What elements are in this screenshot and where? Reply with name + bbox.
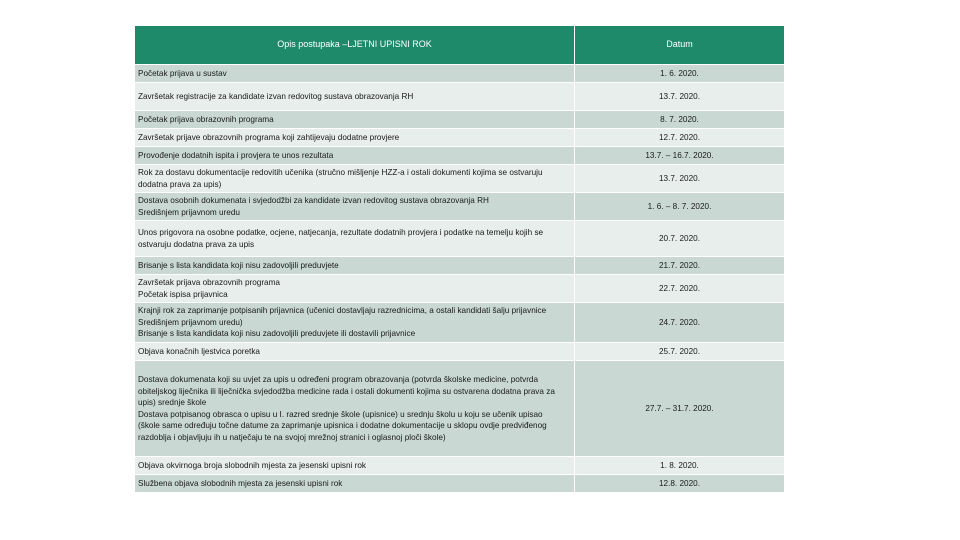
table-row (135, 221, 785, 257)
table-row (135, 343, 785, 361)
table-row (135, 65, 785, 83)
row-date: 24.7. 2020. (575, 303, 785, 343)
row-description: Završetak registracije za kandidate izvan redovitog sustava obrazovanja RH (135, 83, 575, 111)
row-date: 25.7. 2020. (575, 343, 785, 361)
row-description: Provođenje dodatnih ispita i provjera te unos rezultata (135, 147, 575, 165)
row-date: 13.7. 2020. (575, 165, 785, 193)
row-description: Unos prigovora na osobne podatke, ocjene, natjecanja, rezultate dodatnih provjera i podatke na temelju kojih se ostvaruju dodatna prava za upis (135, 221, 575, 257)
header-description: Opis postupaka –LJETNI UPISNI ROK (135, 26, 575, 65)
row-description: Početak prijava obrazovnih programa (135, 111, 575, 129)
row-date: 1. 6. – 8. 7. 2020. (575, 193, 785, 221)
row-date: 27.7. – 31.7. 2020. (575, 361, 785, 457)
table-row (135, 361, 785, 457)
row-description: Dostava osobnih dokumenata i svjedodžbi za kandidate izvan redovitog sustava obrazovanja RH Središnjem prijavnom uredu (135, 193, 575, 221)
row-date: 12.7. 2020. (575, 129, 785, 147)
row-description: Početak prijava u sustav (135, 65, 575, 83)
row-description: Krajnji rok za zaprimanje potpisanih prijavnica (učenici dostavljaju razrednicima, a ostali kandidati šalju prijavnice Središnjem prijavnom uredu) Brisanje s lista kandidata koji nisu zadovoljili preduvjete ili dostavili prijavnice (135, 303, 575, 343)
row-description: Završetak prijave obrazovnih programa koji zahtijevaju dodatne provjere (135, 129, 575, 147)
row-description: Dostava dokumenata koji su uvjet za upis u određeni program obrazovanja (potvrda školske medicine, potvrda obiteljskog liječnika ili liječnička svjedodžba medicine rada i ostali dokumenti kojima su ostvarena dodatna prava za upis) srednje škole Dostava potpisanog obrasca o upisu u I. razred srednje škole (upisnice) u srednju školu u koju se učenik upisao (škole same određuju točne datume za zaprimanje upisnica i dodatne dokumentacije u sklopu ovdje predviđenog razdoblja i objavljuju ih u natječaju te na svojoj mrežnoj stranici i oglasnoj ploči škole) (135, 361, 575, 457)
row-date: 20.7. 2020. (575, 221, 785, 257)
row-date: 1. 6. 2020. (575, 65, 785, 83)
row-description: Rok za dostavu dokumentacije redovitih učenika (stručno mišljenje HZZ-a i ostali dokumenti kojima se ostvaruju dodatna prava za upis) (135, 165, 575, 193)
table-row (135, 193, 785, 221)
table-row (135, 129, 785, 147)
table-row (135, 257, 785, 275)
row-description: Završetak prijava obrazovnih programa Početak ispisa prijavnica (135, 275, 575, 303)
table-row (135, 275, 785, 303)
row-description: Objava okvirnoga broja slobodnih mjesta za jesenski upisni rok (135, 457, 575, 475)
table-header-row (135, 26, 785, 65)
table-body (135, 65, 785, 493)
row-date: 13.7. 2020. (575, 83, 785, 111)
table-row (135, 475, 785, 493)
table-row (135, 457, 785, 475)
table-row (135, 147, 785, 165)
row-date: 1. 8. 2020. (575, 457, 785, 475)
row-description: Objava konačnih ljestvica poretka (135, 343, 575, 361)
row-date: 13.7. – 16.7. 2020. (575, 147, 785, 165)
row-description: Službena objava slobodnih mjesta za jesenski upisni rok (135, 475, 575, 493)
table-row (135, 303, 785, 343)
header-date: Datum (575, 26, 785, 65)
table-row (135, 111, 785, 129)
row-date: 8. 7. 2020. (575, 111, 785, 129)
schedule-table (134, 25, 785, 493)
table-row (135, 83, 785, 111)
row-date: 22.7. 2020. (575, 275, 785, 303)
row-date: 12.8. 2020. (575, 475, 785, 493)
row-description: Brisanje s lista kandidata koji nisu zadovoljili preduvjete (135, 257, 575, 275)
table-row (135, 165, 785, 193)
row-date: 21.7. 2020. (575, 257, 785, 275)
